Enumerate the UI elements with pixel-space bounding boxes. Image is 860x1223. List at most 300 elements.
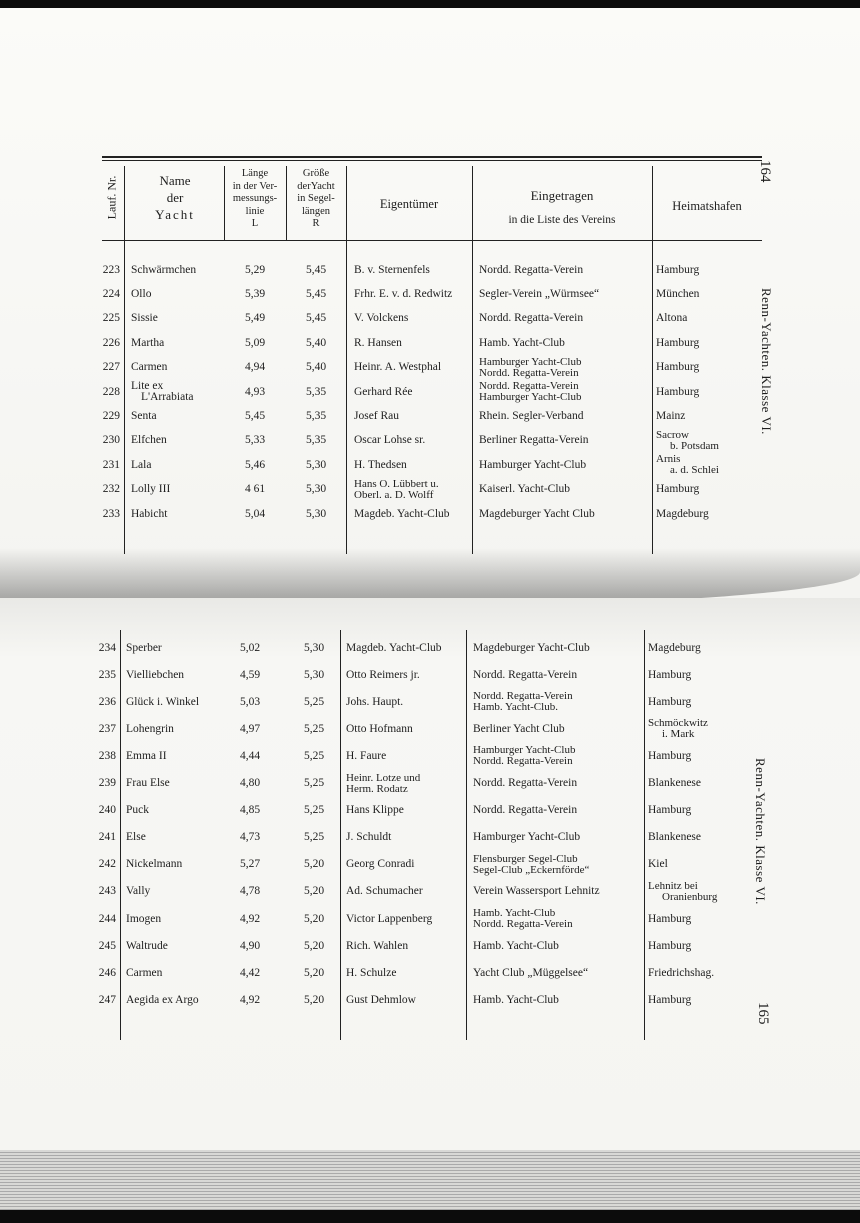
home-port: [648, 636, 754, 660]
row-number: [84, 717, 116, 741]
home-port: [656, 502, 762, 526]
table-row: [0, 880, 860, 904]
owner: [346, 663, 464, 687]
value-text: 5,30: [305, 458, 327, 471]
cell-line: Kiel: [648, 858, 668, 871]
value-text: 4,90: [239, 939, 261, 952]
row-number-text: 227: [102, 361, 120, 374]
value-text: 5,30: [303, 668, 325, 681]
cell-line: Martha: [131, 336, 165, 349]
length-value: [226, 307, 284, 331]
home-port: [656, 478, 762, 502]
row-number: [84, 988, 116, 1012]
book-page-bottom: [0, 598, 860, 1158]
table-row: [0, 429, 860, 453]
cell-line: Hamb. Yacht-Club: [479, 336, 565, 349]
cell-line: Schwärmchen: [131, 263, 197, 276]
length-value: [230, 880, 270, 904]
cell-line: Hamburger Yacht-Club: [473, 744, 576, 757]
value-text: 5,35: [305, 385, 327, 398]
value-text: 5,20: [303, 993, 325, 1006]
row-number-text: 225: [102, 312, 120, 325]
home-port: [656, 307, 762, 331]
sail-length-value: [288, 282, 344, 306]
value-text: 4,97: [239, 722, 261, 735]
length-value: [230, 663, 270, 687]
home-port: [656, 258, 762, 282]
row-number: [84, 934, 116, 958]
table-row: [0, 961, 860, 985]
row-number: [84, 636, 116, 660]
cell-line: Otto Hofmann: [346, 722, 413, 735]
cell-line: i. Mark: [662, 728, 695, 741]
cell-line: Hamburg: [656, 385, 700, 398]
club: [473, 690, 643, 714]
table-row: [0, 282, 860, 306]
row-number: [84, 744, 116, 768]
yacht-name: [131, 429, 223, 453]
sail-length-value: [292, 961, 336, 985]
home-port: [656, 404, 762, 428]
home-port: [656, 429, 762, 453]
cell-line: Victor Lappenberg: [346, 912, 433, 925]
home-port: [648, 799, 754, 823]
cell-line: Rich. Wahlen: [346, 939, 409, 952]
row-number: [88, 478, 120, 502]
club: [479, 282, 651, 306]
club: [479, 429, 651, 453]
length-value: [226, 380, 284, 404]
home-port: [648, 744, 754, 768]
owner: [354, 404, 472, 428]
row-number-text: 241: [98, 831, 116, 844]
row-number-text: 244: [98, 912, 116, 925]
home-port: [648, 880, 754, 904]
cell-line: Segler-Verein „Würmsee“: [479, 287, 600, 300]
club: [473, 988, 643, 1012]
cell-line: Vielliebchen: [126, 668, 185, 681]
cell-line: Gust Dehmlow: [346, 993, 416, 1006]
cell-line: Hamburg: [656, 361, 700, 374]
table-row: [0, 502, 860, 526]
value-text: 5,02: [239, 641, 261, 654]
row-number: [88, 307, 120, 331]
value-text: 5,30: [305, 483, 327, 496]
table-row: [0, 663, 860, 687]
cell-line: Magdeb. Yacht-Club: [346, 641, 442, 654]
row-number: [84, 826, 116, 850]
sail-length-value: [292, 772, 336, 796]
value-text: 4,94: [244, 361, 266, 374]
value-text: 4,92: [239, 912, 261, 925]
value-text: 5,20: [303, 939, 325, 952]
owner: [354, 453, 472, 477]
cell-line: Waltrude: [126, 939, 168, 952]
value-text: 5,40: [305, 336, 327, 349]
value-text: 5,46: [244, 458, 266, 471]
cell-line: Else: [126, 831, 146, 844]
club: [473, 772, 643, 796]
sail-length-value: [292, 663, 336, 687]
yacht-name: [131, 356, 223, 380]
cell-line: Puck: [126, 804, 149, 817]
cell-line: Hamb. Yacht-Club: [473, 939, 559, 952]
table-row: [0, 380, 860, 404]
length-value: [230, 826, 270, 850]
cell-line: Blankenese: [648, 777, 702, 789]
cell-line: Emma II: [126, 749, 167, 762]
value-text: 4 61: [244, 483, 266, 496]
club: [479, 356, 651, 380]
cell-line: Magdeburger Yacht-Club: [473, 641, 590, 654]
value-text: 5,20: [303, 966, 325, 979]
value-text: 5,49: [244, 312, 266, 325]
owner: [346, 961, 464, 985]
home-port: [648, 853, 754, 877]
cell-line: Hamburg: [656, 336, 700, 349]
row-number-text: 228: [102, 385, 120, 398]
cell-line: Sissie: [131, 312, 158, 325]
club: [479, 478, 651, 502]
value-text: 5,40: [305, 361, 327, 374]
header-laenge-line: linie: [245, 205, 265, 217]
header-groesse-line: längen: [302, 205, 330, 217]
cell-line: Hamburg: [648, 939, 692, 952]
row-number-text: 232: [102, 483, 120, 496]
sail-length-value: [288, 478, 344, 502]
home-port: [648, 772, 754, 796]
owner: [346, 744, 464, 768]
value-text: 4,85: [239, 804, 261, 817]
club: [473, 744, 643, 768]
running-head: Renn-Yachten. Klasse VI.: [753, 758, 768, 905]
value-text: 4,59: [239, 668, 261, 681]
cell-line: Friedrichshag.: [648, 966, 715, 979]
length-value: [230, 907, 270, 931]
cell-line: Herm. Rodatz: [346, 782, 408, 795]
value-text: 5,35: [305, 434, 327, 447]
length-value: [230, 772, 270, 796]
cell-line: München: [656, 287, 700, 300]
yacht-name: [131, 502, 223, 526]
row-number: [84, 799, 116, 823]
cell-line: Josef Rau: [354, 409, 400, 422]
header-lauf-nr: Lauf. Nr.: [104, 175, 119, 220]
cell-line: Sacrow: [656, 428, 689, 441]
length-value: [226, 404, 284, 428]
sail-length-value: [288, 380, 344, 404]
cell-line: Lohengrin: [126, 722, 174, 735]
value-text: 4,92: [239, 993, 261, 1006]
sail-length-value: [288, 258, 344, 282]
table-row: [0, 853, 860, 877]
row-number-text: 224: [102, 287, 120, 300]
cell-line: Hamb. Yacht-Club: [473, 907, 556, 919]
yacht-name: [131, 404, 223, 428]
owner: [346, 772, 464, 796]
length-value: [226, 429, 284, 453]
owner: [354, 356, 472, 380]
table-row: [0, 799, 860, 823]
owner: [346, 988, 464, 1012]
cell-line: Rhein. Segler-Verband: [479, 409, 584, 422]
home-port: [656, 380, 762, 404]
row-number-text: 234: [98, 641, 116, 654]
cell-line: Hamburg: [648, 749, 692, 762]
row-number-text: 238: [98, 749, 116, 762]
table-row: [0, 636, 860, 660]
value-text: 5,25: [303, 777, 325, 789]
cell-line: Nordd. Regatta-Verein: [479, 312, 584, 325]
cell-line: Hans O. Lübbert u.: [354, 477, 439, 490]
club: [479, 307, 651, 331]
owner: [354, 502, 472, 526]
page-number: 164: [757, 160, 773, 183]
value-text: 5,30: [305, 507, 327, 520]
header-laenge: [224, 168, 286, 231]
club: [479, 331, 651, 355]
length-value: [226, 478, 284, 502]
header-groesse-line: derYacht: [297, 180, 335, 192]
book-page-top: [0, 8, 860, 598]
length-value: [226, 502, 284, 526]
cell-line: Berliner Regatta-Verein: [479, 434, 589, 447]
home-port: [648, 988, 754, 1012]
yacht-name: [131, 380, 223, 404]
value-text: 5,45: [305, 263, 327, 276]
value-text: 5,09: [244, 336, 266, 349]
cell-line: H. Thedsen: [354, 458, 407, 471]
row-number: [84, 690, 116, 714]
cell-line: Nordd. Regatta-Verein: [473, 668, 578, 681]
length-value: [230, 988, 270, 1012]
table-row: [0, 826, 860, 850]
header-name-line: Name: [159, 173, 191, 188]
cell-line: Hamburger Yacht-Club: [479, 355, 582, 368]
header-eingetragen: [472, 184, 652, 232]
cell-line: Hamburger Yacht-Club: [473, 831, 581, 844]
page-number: 165: [755, 1002, 771, 1025]
header-laenge-line: L: [251, 218, 259, 229]
sail-length-value: [292, 636, 336, 660]
row-number-text: 239: [98, 777, 116, 789]
sail-length-value: [288, 356, 344, 380]
cell-line: Otto Reimers jr.: [346, 668, 420, 681]
sail-length-value: [288, 331, 344, 355]
cell-line: Imogen: [126, 912, 162, 925]
cell-line: H. Schulze: [346, 966, 397, 979]
length-value: [226, 453, 284, 477]
row-number-text: 235: [98, 668, 116, 681]
cell-line: Oranienburg: [662, 890, 718, 903]
header-groesse-line: in Segel-: [297, 193, 335, 204]
sail-length-value: [292, 744, 336, 768]
cell-line: H. Faure: [346, 749, 387, 762]
value-text: 4,73: [239, 831, 261, 844]
cell-line: J. Schuldt: [346, 831, 392, 844]
cell-line: Magdeb. Yacht-Club: [354, 507, 450, 520]
club: [473, 907, 643, 931]
cell-line: Frhr. E. v. d. Redwitz: [354, 287, 453, 300]
table-row: [0, 331, 860, 355]
table-row: [0, 307, 860, 331]
club: [473, 934, 643, 958]
cell-line: Hamb. Yacht-Club: [473, 993, 559, 1006]
cell-line: Blankenese: [648, 831, 702, 844]
table-row: [0, 717, 860, 741]
home-port: [648, 690, 754, 714]
sail-length-value: [288, 502, 344, 526]
row-number: [88, 282, 120, 306]
value-text: 5,03: [239, 695, 261, 708]
length-value: [226, 282, 284, 306]
cell-line: Nordd. Regatta-Verein: [473, 690, 573, 703]
owner: [354, 429, 472, 453]
cell-line: Magdeburg: [656, 507, 709, 520]
yacht-name: [131, 453, 223, 477]
header-rule-bottom: [102, 240, 762, 241]
cell-line: Ollo: [131, 287, 152, 300]
row-number-text: 223: [102, 263, 120, 276]
yacht-name: [131, 307, 223, 331]
home-port: [656, 356, 762, 380]
sail-length-value: [288, 307, 344, 331]
owner: [346, 853, 464, 877]
club: [479, 502, 651, 526]
length-value: [230, 961, 270, 985]
owner: [346, 717, 464, 741]
cell-line: Hamburger Yacht-Club: [479, 391, 582, 403]
cell-line: Magdeburger Yacht Club: [479, 507, 595, 520]
cell-line: L'Arrabiata: [141, 391, 194, 403]
value-text: 5,20: [303, 885, 325, 898]
cell-line: Hamburg: [648, 668, 692, 681]
cell-line: Nickelmann: [126, 858, 183, 871]
home-port: [648, 663, 754, 687]
value-text: 5,20: [303, 912, 325, 925]
value-text: 5,45: [305, 287, 327, 300]
col-rule: [286, 166, 287, 240]
value-text: 5,25: [303, 695, 325, 708]
length-value: [230, 799, 270, 823]
sail-length-value: [292, 988, 336, 1012]
cell-line: Nordd. Regatta-Verein: [479, 366, 579, 379]
cell-line: Hamburg: [656, 483, 700, 496]
owner: [354, 380, 472, 404]
cell-line: Yacht Club „Müggelsee“: [473, 966, 589, 979]
header-name-line: der: [166, 190, 184, 205]
header-name: [126, 172, 224, 223]
length-value: [230, 853, 270, 877]
cell-line: Aegida ex Argo: [126, 993, 199, 1006]
cell-line: Nordd. Regatta-Verein: [473, 755, 573, 768]
owner: [354, 258, 472, 282]
cell-line: Gerhard Rée: [354, 385, 413, 398]
cell-line: Hamburger Yacht-Club: [479, 458, 587, 471]
sail-length-value: [292, 880, 336, 904]
table-row: [0, 988, 860, 1012]
home-port: [656, 453, 762, 477]
cell-line: Hamb. Yacht-Club.: [473, 701, 558, 714]
length-value: [230, 690, 270, 714]
cell-line: R. Hansen: [354, 336, 402, 349]
home-port: [648, 934, 754, 958]
cell-line: Glück i. Winkel: [126, 695, 200, 708]
home-port: [648, 907, 754, 931]
sail-length-value: [292, 717, 336, 741]
cell-line: Hans Klippe: [346, 804, 404, 817]
sail-length-value: [292, 799, 336, 823]
owner: [354, 331, 472, 355]
value-text: 5,20: [303, 858, 325, 871]
cell-line: Heinr. A. Westphal: [354, 361, 442, 374]
owner: [346, 799, 464, 823]
row-number-text: 233: [102, 507, 120, 520]
cell-line: Mainz: [656, 409, 686, 422]
cell-line: Nordd. Regatta-Verein: [473, 918, 573, 930]
cell-line: Lala: [131, 458, 152, 471]
header-rule-top-thin: [102, 160, 762, 161]
value-text: 5,25: [303, 831, 325, 844]
cell-line: Altona: [656, 312, 688, 325]
row-number: [84, 961, 116, 985]
row-number-text: 242: [98, 858, 116, 871]
header-heimatshafen: Heimatshafen: [672, 199, 742, 213]
club: [473, 663, 643, 687]
value-text: 5,33: [244, 434, 266, 447]
cell-line: Hamburg: [648, 912, 692, 925]
cell-line: Verein Wassersport Lehnitz: [473, 885, 600, 898]
value-text: 5,29: [244, 263, 266, 276]
table-row: [0, 356, 860, 380]
row-number-text: 240: [98, 804, 116, 817]
value-text: 4,44: [239, 749, 261, 762]
cell-line: Carmen: [126, 966, 163, 979]
value-text: 5,04: [244, 507, 266, 520]
row-number-text: 245: [98, 939, 116, 952]
table-row: [0, 772, 860, 796]
row-number: [88, 404, 120, 428]
row-number-text: 247: [98, 993, 116, 1006]
sail-length-value: [292, 690, 336, 714]
row-number: [88, 453, 120, 477]
header-laenge-line: Länge: [241, 168, 269, 179]
header-groesse: [286, 168, 346, 231]
cell-line: Kaiserl. Yacht-Club: [479, 483, 571, 496]
owner: [346, 934, 464, 958]
cell-line: Hamburg: [656, 263, 700, 276]
sail-length-value: [288, 404, 344, 428]
club: [473, 880, 643, 904]
owner: [354, 307, 472, 331]
header-rule-top: [102, 156, 762, 158]
cell-line: Nordd. Regatta-Verein: [473, 804, 578, 817]
value-text: 5,27: [239, 858, 261, 871]
cell-line: Hamburg: [648, 804, 692, 817]
cell-line: Oberl. a. D. Wolff: [354, 488, 434, 501]
row-number: [88, 258, 120, 282]
sail-length-value: [292, 853, 336, 877]
table-row: [0, 258, 860, 282]
cell-line: Lite ex: [131, 380, 164, 392]
length-value: [226, 331, 284, 355]
home-port: [656, 331, 762, 355]
home-port: [648, 961, 754, 985]
owner: [346, 690, 464, 714]
cell-line: Hamburg: [648, 993, 692, 1006]
sail-length-value: [288, 429, 344, 453]
cell-line: Frau Else: [126, 777, 170, 789]
